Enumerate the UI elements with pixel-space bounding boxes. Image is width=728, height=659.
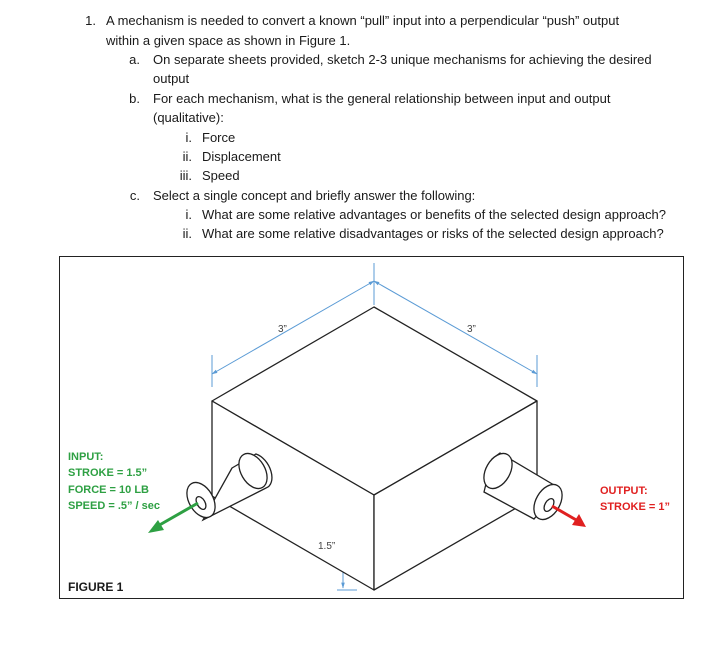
part-b-item-marker: iii. [179, 168, 192, 183]
part-b-item-text: Force [202, 130, 236, 145]
part-a-line1: On separate sheets provided, sketch 2-3 unique mechanisms for achieving the desired [153, 52, 652, 67]
output-labels [600, 485, 670, 513]
part-a-line2: output [153, 71, 190, 86]
part-b-line1: For each mechanism, what is the general relationship between input and output [153, 91, 611, 106]
dimension-height-label: 1.5” [318, 541, 336, 552]
part-c-item-marker: i. [185, 207, 192, 222]
part-c-line1: Select a single concept and briefly answer the following: [153, 188, 476, 203]
figure-caption: FIGURE 1 [68, 580, 124, 594]
part-b-item-text: Displacement [202, 149, 281, 164]
output-arrow-head [572, 514, 586, 527]
output-arrow-shaft [552, 506, 578, 521]
input-speed: SPEED = .5” / sec [68, 500, 161, 512]
output-stroke: STROKE = 1” [600, 501, 670, 513]
input-stroke: STROKE = 1.5” [68, 467, 148, 479]
part-b-marker: b. [129, 91, 140, 106]
output-arrow [552, 506, 586, 527]
question-text-line1: A mechanism is needed to convert a known “pull” input into a perpendicular “push” output [106, 13, 620, 28]
input-arrow-shaft [156, 503, 198, 527]
figure-1 [59, 256, 684, 599]
part-c-marker: c. [129, 188, 140, 203]
input-title: INPUT: [68, 451, 104, 463]
part-b-item-marker: ii. [182, 149, 192, 164]
input-arrow-head [148, 520, 164, 533]
part-c-item-marker: ii. [182, 226, 192, 241]
part-b-item-marker: i. [185, 130, 192, 145]
dimension-right-label: 3” [467, 324, 476, 335]
box [212, 307, 537, 590]
isometric-box-drawing [60, 257, 685, 600]
part-b-item-text: Speed [202, 168, 240, 183]
input-force: FORCE = 10 LB [68, 484, 149, 496]
part-b-line2: (qualitative): [153, 110, 224, 125]
part-c-item-text: What are some relative disadvantages or risks of the selected design approach? [202, 226, 664, 241]
dimension-left-label: 3” [278, 324, 287, 335]
output-title: OUTPUT: [600, 485, 648, 497]
part-c-item-text: What are some relative advantages or benefits of the selected design approach? [202, 207, 666, 222]
question-number: 1. [85, 13, 96, 28]
part-a-marker: a. [129, 52, 140, 67]
input-labels [68, 451, 160, 512]
question-text-line2: within a given space as shown in Figure 1. [106, 33, 351, 48]
